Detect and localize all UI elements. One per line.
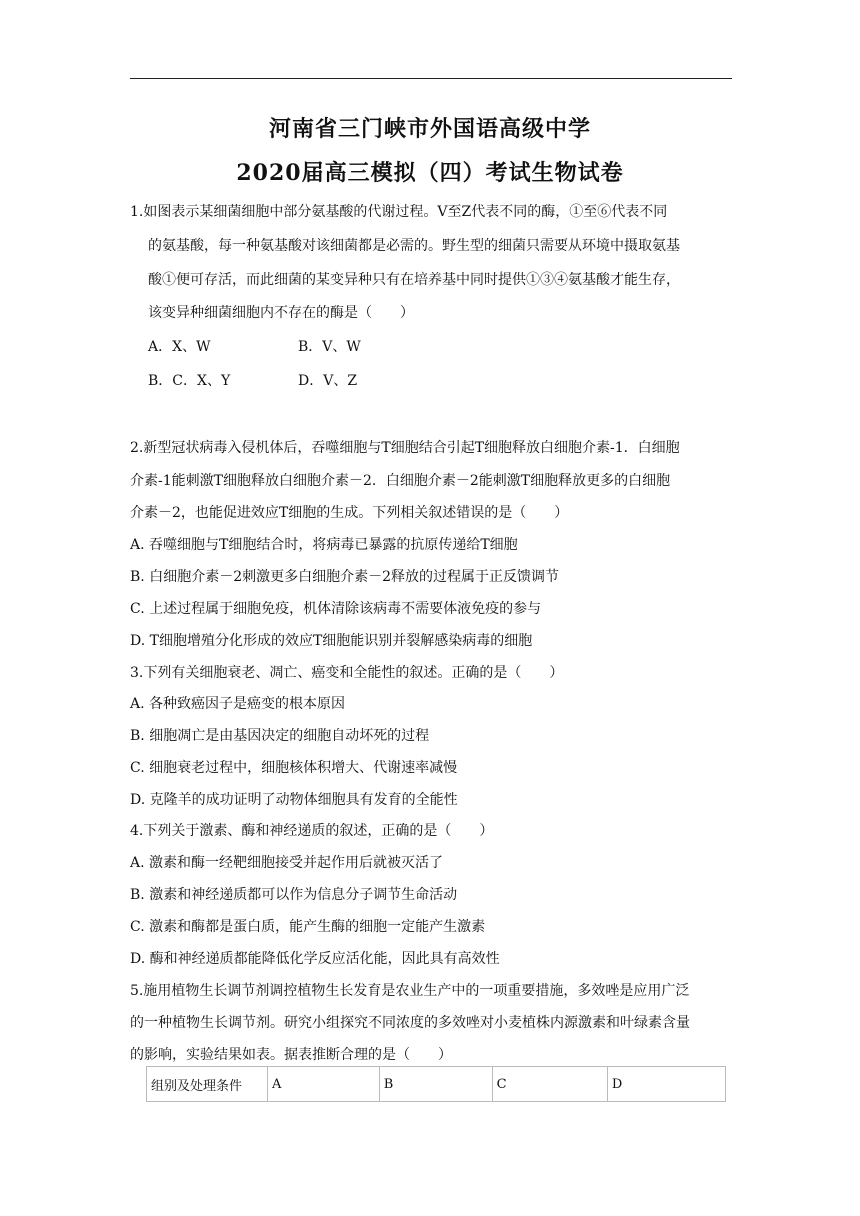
table-cell: C — [492, 1067, 607, 1102]
q1-option-a: A．X、W — [148, 339, 211, 355]
q3-stem: 3.下列有关细胞衰老、凋亡、癌变和全能性的叙述。正确的是（ ） — [130, 665, 564, 681]
table-cell: D — [607, 1067, 725, 1102]
table-cell: A — [268, 1067, 380, 1102]
q5-stem-line: 的影响，实验结果如表。据表推断合理的是（ ） — [130, 1047, 452, 1063]
q3-option-b: B. 细胞凋亡是由基因决定的细胞自动坏死的过程 — [130, 728, 430, 744]
table-cell: B — [379, 1067, 492, 1102]
header-rule — [130, 78, 732, 79]
q5-stem-line: 的一种植物生长调节剂。研究小组探究不同浓度的多效唑对小麦植株内源激素和叶绿素含量 — [130, 1015, 690, 1031]
q4-option-b: B. 激素和神经递质都可以作为信息分子调节生命活动 — [130, 887, 458, 903]
q3-option-d: D. 克隆羊的成功证明了动物体细胞具有发育的全能性 — [130, 792, 458, 808]
document-title-line2: 2020届高三模拟（四）考试生物试卷 — [236, 160, 624, 186]
table-row — [147, 1067, 726, 1102]
q1-option-c: B．C．X、Y — [148, 373, 231, 389]
q2-option-d: D. T细胞增殖分化形成的效应T细胞能识别并裂解感染病毒的细胞 — [130, 633, 533, 649]
q2-option-a: A. 吞噬细胞与T细胞结合时，将病毒已暴露的抗原传递给T细胞 — [130, 537, 518, 553]
q3-option-c: C. 细胞衰老过程中，细胞核体积增大、代谢速率减慢 — [130, 760, 458, 776]
q1-stem-line: 该变异种细菌细胞内不存在的酶是（ ） — [148, 305, 414, 321]
q1-stem-line: 的氨基酸，每一种氨基酸对该细菌都是必需的。野生型的细菌只需要从环境中摄取氨基 — [148, 238, 680, 254]
q4-option-c: C. 激素和酶都是蛋白质，能产生酶的细胞一定能产生激素 — [130, 919, 486, 935]
q2-stem-line: 介素-1能刺激T细胞释放白细胞介素－2．白细胞介素－2能刺激T细胞释放更多的白细胞 — [130, 473, 671, 489]
q5-stem-line: 5.施用植物生长调节剂调控植物生长发育是农业生产中的一项重要措施，多效唑是应用广泛 — [130, 983, 690, 999]
q1-stem-line: 1.如图表示某细菌细胞中部分氨基酸的代谢过程。V至Z代表不同的酶，①至⑥代表不同 — [130, 204, 668, 220]
q3-option-a: A. 各种致癌因子是癌变的根本原因 — [130, 696, 346, 712]
q2-stem-line: 介素－2，也能促进效应T细胞的生成。下列相关叙述错误的是（ ） — [130, 505, 569, 521]
document-title-line1: 河南省三门峡市外国语高级中学 — [268, 116, 591, 142]
q1-option-b: B．V、W — [298, 339, 361, 355]
q5-data-table — [146, 1066, 726, 1102]
q2-option-c: C. 上述过程属于细胞免疫，机体清除该病毒不需要体液免疫的参与 — [130, 601, 542, 617]
q1-stem-line: 酸①便可存活，而此细菌的某变异种只有在培养基中同时提供①③④氨基酸才能生存， — [148, 272, 680, 288]
q1-option-d: D．V、Z — [298, 373, 358, 389]
q4-stem: 4.下列关于激素、酶和神经递质的叙述，正确的是（ ） — [130, 823, 494, 839]
q4-option-d: D. 酶和神经递质都能降低化学反应活化能，因此具有高效性 — [130, 951, 500, 967]
q2-stem-line: 2.新型冠状病毒入侵机体后，吞噬细胞与T细胞结合引起T细胞释放白细胞介素-1．白细胞 — [130, 440, 680, 456]
q2-option-b: B. 白细胞介素－2刺激更多白细胞介素－2释放的过程属于正反馈调节 — [130, 569, 560, 585]
table-cell: 组别及处理条件 — [147, 1067, 268, 1102]
q4-option-a: A. 激素和酶一经靶细胞接受并起作用后就被灭活了 — [130, 855, 444, 871]
